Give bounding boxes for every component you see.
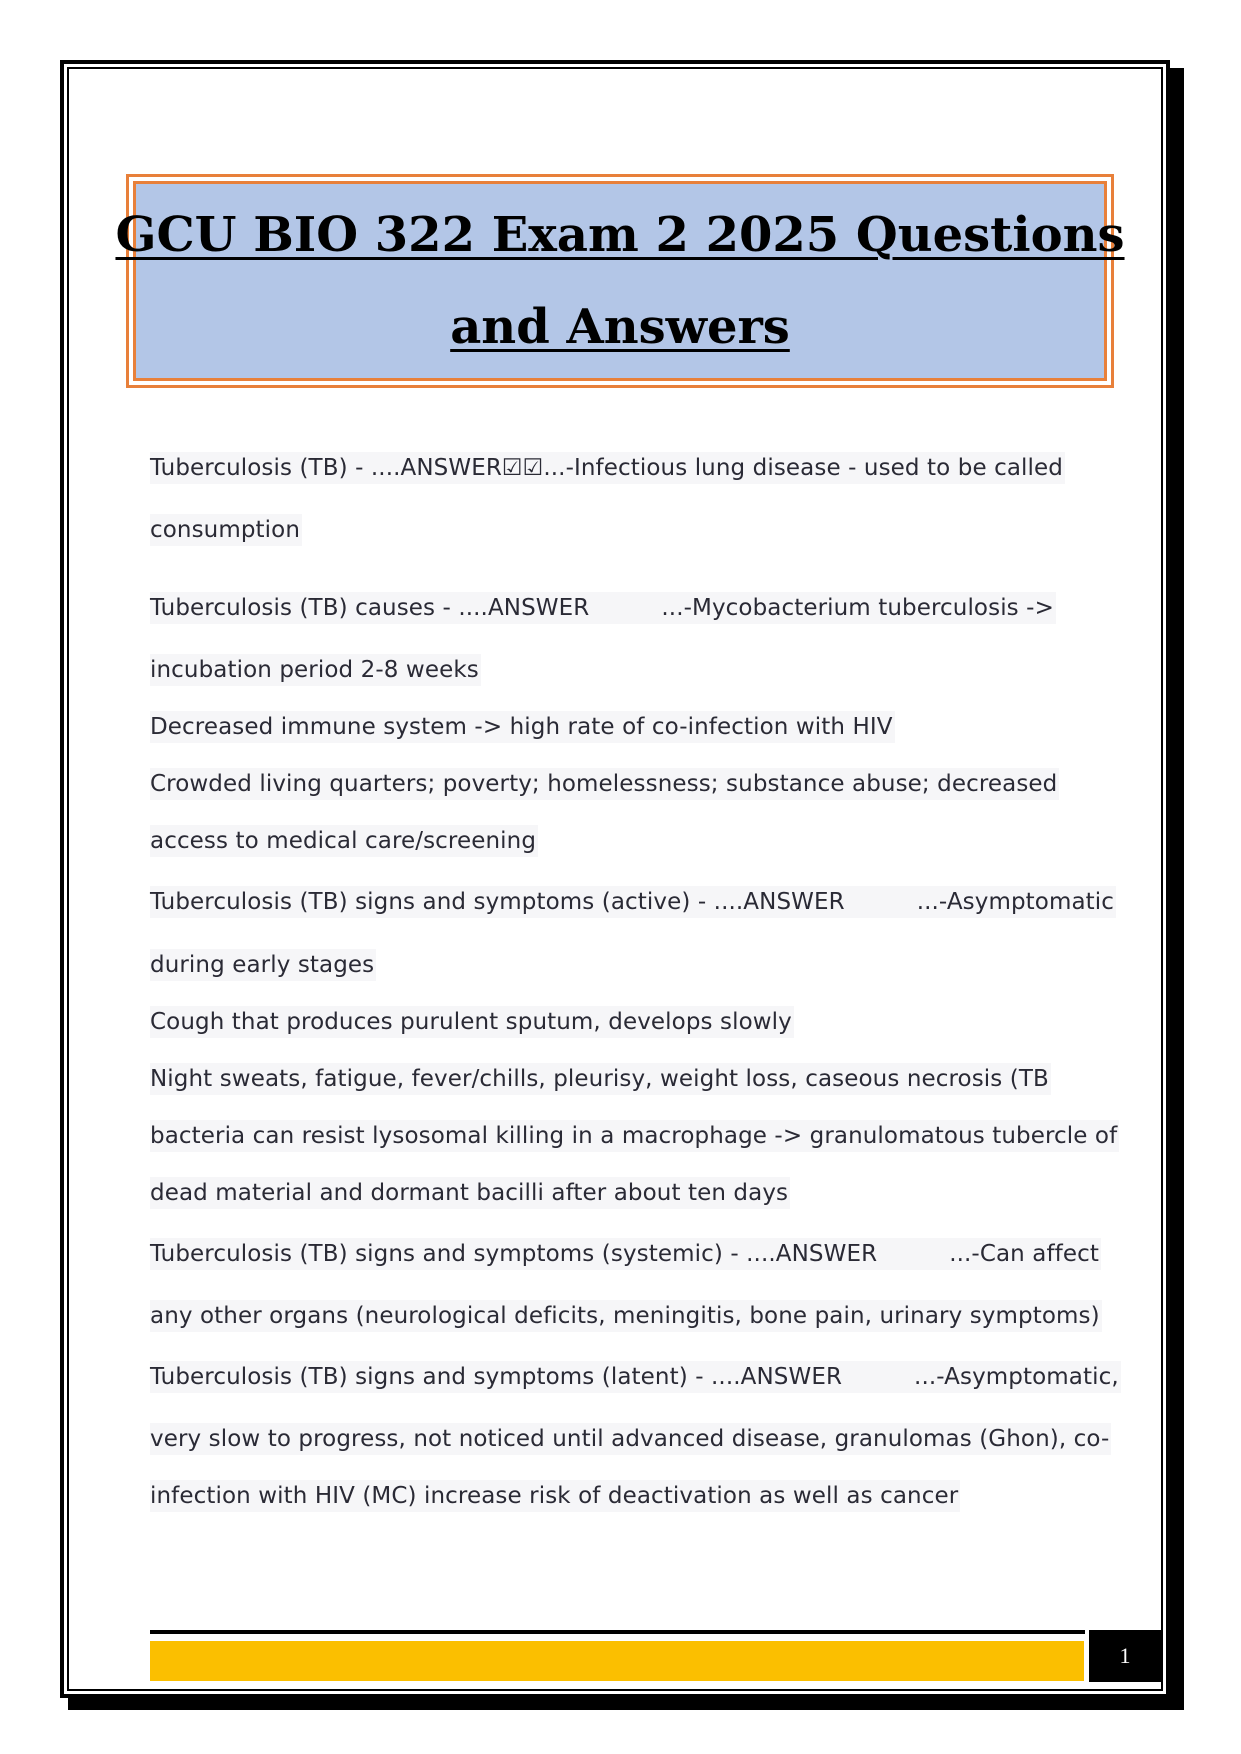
- text-line: during early stages: [150, 949, 376, 981]
- title-box: [115, 174, 1125, 388]
- text-line: any other organs (neurological deficits, meningitis, bone pain, urinary symptoms): [150, 1300, 1102, 1332]
- text-line: incubation period 2-8 weeks: [150, 654, 481, 686]
- question-line: [150, 592, 1056, 624]
- text-line: dead material and dormant bacilli after about ten days: [150, 1177, 790, 1209]
- text-line: infection with HIV (MC) increase risk of deactivation as well as cancer: [150, 1480, 960, 1512]
- footer-bar: [150, 1641, 1084, 1681]
- answer-text: ...-Mycobacterium tuberculosis ->: [661, 595, 1054, 621]
- answer-text: ...-Asymptomatic: [916, 889, 1115, 915]
- footer-rule: [150, 1630, 1085, 1634]
- answer-text: ...-Asymptomatic,: [914, 1364, 1119, 1390]
- question-text: Tuberculosis (TB) signs and symptoms (systemic) - ....ANSWER: [150, 1241, 878, 1267]
- question-text: Tuberculosis (TB) signs and symptoms (latent) - ....ANSWER: [150, 1364, 843, 1390]
- text-line: bacteria can resist lysosomal killing in a macrophage -> granulomatous tubercle of: [150, 1120, 1119, 1152]
- document-title-line-1: GCU BIO 322 Exam 2 2025 Questions: [115, 207, 1125, 263]
- document-title-line-2: and Answers: [450, 299, 790, 355]
- question-line: [150, 1238, 1101, 1270]
- text-line: Cough that produces purulent sputum, develops slowly: [150, 1006, 794, 1038]
- text-line: Night sweats, fatigue, fever/chills, pleurisy, weight loss, caseous necrosis (TB: [150, 1063, 1051, 1095]
- question-text: Tuberculosis (TB) causes - ....ANSWER: [150, 595, 590, 621]
- question-text: Tuberculosis (TB) signs and symptoms (active) - ....ANSWER: [150, 889, 845, 915]
- answer-text: ...-Can affect: [949, 1241, 1099, 1267]
- question-line: [150, 1361, 1121, 1393]
- text-line: very slow to progress, not noticed until advanced disease, granulomas (Ghon), co-: [150, 1423, 1111, 1455]
- text-line: Decreased immune system -> high rate of co-infection with HIV: [150, 711, 895, 743]
- title-box-fill: [115, 181, 1125, 381]
- page-number: 1: [1089, 1630, 1161, 1682]
- text-line: consumption: [150, 514, 302, 546]
- text-line: Tuberculosis (TB) - ....ANSWER☑☑...-Infectious lung disease - used to be called: [150, 452, 1065, 484]
- text-line: Crowded living quarters; poverty; homelessness; substance abuse; decreased: [150, 768, 1059, 800]
- question-line: [150, 886, 1116, 918]
- text-line: access to medical care/screening: [150, 825, 538, 857]
